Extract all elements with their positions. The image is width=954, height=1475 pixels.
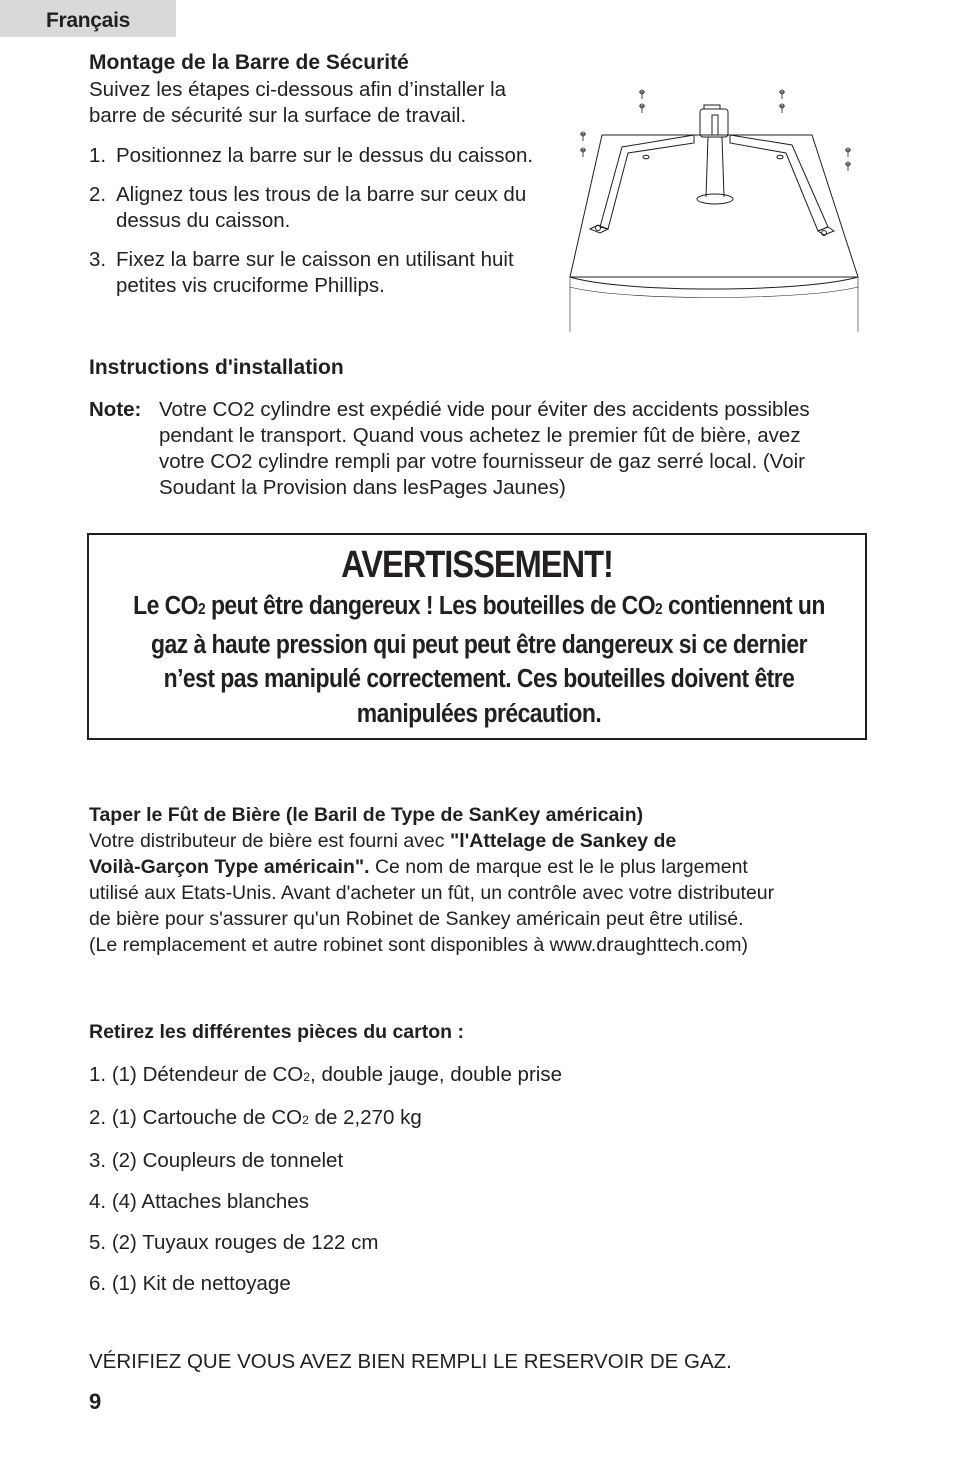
page-number: 9 <box>89 1389 102 1414</box>
note-line: votre CO2 cylindre rempli par votre fournisseur de gaz serré local. (Voir <box>159 450 806 473</box>
language-tab: Français <box>0 0 176 37</box>
install-title: Instructions d'installation <box>89 356 344 379</box>
safety-bar-right <box>730 135 828 231</box>
parts-title: Retirez les différentes pièces du carton : <box>89 1021 464 1043</box>
note-body <box>159 397 859 501</box>
step-number: 2. <box>89 183 107 206</box>
list-item: 1. (1) Détendeur de CO2, double jauge, double prise <box>89 1063 562 1086</box>
step-text: Positionnez la barre sur le dessus du caisson. <box>116 144 534 167</box>
cabinet-front-edge <box>570 277 858 289</box>
mounting-intro-line-1: Suivez les étapes ci-dessous afin d’installer la <box>89 78 507 101</box>
tap-line-4: de bière pour s'assurer qu'un Robinet de Sankey américain peut être utilisé. <box>89 908 744 930</box>
note-line: Soudant la Provision dans lesPages Jaunes) <box>159 476 566 499</box>
warning-box <box>87 533 867 740</box>
tap-line-3: utilisé aux Etats-Unis. Avant d'acheter un fût, un contrôle avec votre distributeur <box>89 882 775 904</box>
note-line: Votre CO2 cylindre est expédié vide pour éviter des accidents possibles <box>159 398 810 421</box>
mounting-title: Montage de la Barre de Sécurité <box>89 51 409 74</box>
list-item: 2. (1) Cartouche de CO2 de 2,270 kg <box>89 1106 422 1129</box>
cabinet-top-outline <box>570 135 858 277</box>
warning-line-4: manipulées précaution. <box>356 699 602 728</box>
list-item: 4. (4) Attaches blanches <box>89 1190 309 1213</box>
step-text: Fixez la barre sur le caisson en utilisant huit <box>116 248 514 271</box>
step-text-continued: dessus du caisson. <box>116 209 291 232</box>
warning-line-3: n’est pas manipulé correctement. Ces bouteilles doivent être <box>163 665 795 693</box>
warning-line-2: gaz à haute pression qui peut peut être dangereux si ce dernier <box>151 630 807 659</box>
note-line: pendant le transport. Quand vous achetez le premier fût de bière, avez <box>159 424 801 447</box>
step-number: 3. <box>89 248 107 271</box>
tap-line-5: (Le remplacement et autre robinet sont disponibles à www.draughttech.com) <box>89 934 749 956</box>
warning-title: AVERTISSEMENT! <box>341 544 613 586</box>
screw-set <box>580 90 851 171</box>
tap-handle <box>704 105 720 109</box>
tap-line-1: Votre distributeur de bière est fourni avec "l'Attelage de Sankey de <box>89 830 677 852</box>
list-item <box>89 247 533 299</box>
list-item <box>89 143 533 169</box>
tap-title: Taper le Fût de Bière (le Baril de Type de SanKey américain) <box>89 804 644 826</box>
tap-line-2: Voilà-Garçon Type américain". Ce nom de marque est le le plus largement <box>89 856 748 878</box>
step-text-continued: petites vis cruciforme Phillips. <box>116 274 385 297</box>
warning-body <box>92 589 866 731</box>
gas-check-notice: VÉRIFIEZ QUE VOUS AVEZ BIEN REMPLI LE RESERVOIR DE GAZ. <box>89 1350 732 1373</box>
list-item: 6. (1) Kit de nettoyage <box>89 1272 291 1295</box>
warning-line-1: Le CO2 peut être dangereux ! Les bouteilles de CO2 contiennent un <box>133 592 825 620</box>
list-item: 3. (2) Coupleurs de tonnelet <box>89 1149 344 1172</box>
parts-list <box>89 1062 562 1297</box>
step-number: 1. <box>89 144 107 167</box>
note-label: Note: <box>89 398 142 421</box>
mounting-intro-line-2: barre de sécurité sur la surface de travail. <box>89 104 467 127</box>
tap-base <box>697 194 733 204</box>
safety-bar-left <box>600 135 694 229</box>
safety-bar-diagram <box>562 87 862 332</box>
list-item <box>89 182 533 234</box>
tap-section <box>89 802 879 958</box>
list-item: 5. (2) Tuyaux rouges de 122 cm <box>89 1231 379 1254</box>
step-text: Alignez tous les trous de la barre sur ceux du <box>116 183 527 206</box>
mounting-steps <box>89 143 533 299</box>
tap-head <box>700 109 728 137</box>
